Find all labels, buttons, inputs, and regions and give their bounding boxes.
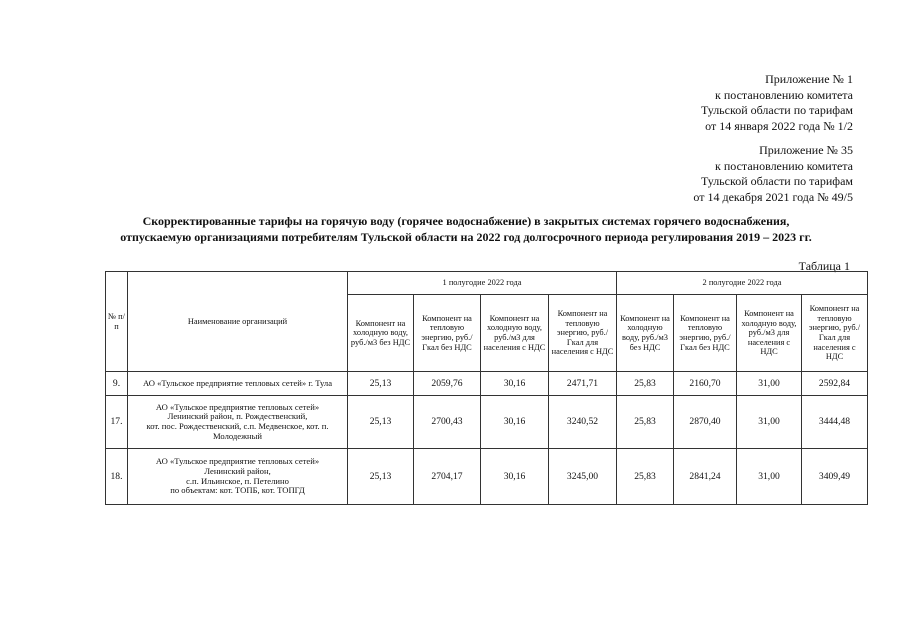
organization-line: кот. пос. Рождественский, с.п. Медвенское, кот. п.: [146, 421, 329, 431]
cell-value: 2870,40: [674, 396, 737, 449]
appendix-2-line: Тульской области по тарифам: [700, 174, 853, 188]
table-caption: Таблица 1: [798, 259, 850, 273]
appendix-1-line: к постановлению комитета: [715, 87, 853, 102]
header-number: № п/п: [106, 272, 128, 372]
organization-line: по объектам: кот. ТОПБ, кот. ТОПГД: [170, 485, 305, 496]
appendix-2-line: к постановлению комитета: [715, 158, 853, 173]
cell-value: 3240,52: [549, 396, 617, 449]
header-h1-cold-water-population: Компонент на холодную воду, руб./м3 для населения с НДС: [481, 295, 549, 372]
header-h2-cold-water: Компонент на холодную воду, руб./м3 без НДС: [617, 295, 674, 372]
document-title-line: Скорректированные тарифы на горячую воду (горячее водоснабжение) в закрытых системах горячего водоснабжения,: [142, 214, 790, 228]
cell-value: 30,16: [481, 449, 549, 505]
header-organization: Наименование организаций: [128, 272, 348, 372]
cell-value: 25,13: [348, 396, 414, 449]
cell-value: 2059,76: [414, 372, 481, 396]
cell-value: 25,13: [348, 449, 414, 505]
cell-value: 25,83: [617, 449, 674, 505]
row-number: 9.: [106, 372, 128, 396]
appendix-1-block: [701, 72, 853, 134]
header-h1-cold-water: Компонент на холодную воду, руб./м3 без НДС: [348, 295, 414, 372]
organization-line: Ленинский район, п. Рождественский,: [167, 411, 308, 422]
cell-value: 30,16: [481, 396, 549, 449]
cell-value: 2841,24: [674, 449, 737, 505]
organization-line: АО «Тульское предприятие тепловых сетей»: [155, 456, 320, 467]
cell-value: 25,83: [617, 372, 674, 396]
document-title-line: отпускаемую организациями потребителям Тульской области на 2022 год долгосрочного периода регулирования 2019 – 2023 гг.: [120, 229, 812, 244]
table-row: [106, 449, 868, 505]
appendix-2-line: Приложение № 35: [759, 143, 853, 157]
row-organization: [128, 372, 348, 396]
appendix-1-line: Приложение № 1: [765, 72, 853, 86]
table-row: [106, 396, 868, 449]
header-period-2: 2 полугодие 2022 года: [617, 272, 868, 295]
cell-value: 31,00: [737, 396, 802, 449]
organization-line: АО «Тульское предприятие тепловых сетей» г. Тула: [142, 377, 333, 388]
row-organization: [128, 396, 348, 449]
cell-value: 2471,71: [549, 372, 617, 396]
cell-value: 31,00: [737, 372, 802, 396]
document-title: [60, 214, 872, 245]
cell-value: 2704,17: [414, 449, 481, 505]
row-organization: [128, 449, 348, 505]
cell-value: 3444,48: [802, 396, 868, 449]
cell-value: 31,00: [737, 449, 802, 505]
header-h2-heat-energy: Компонент на тепловую энергию, руб./Гкал без НДС: [674, 295, 737, 372]
organization-line: Молодежный: [212, 430, 263, 441]
appendix-1-line: от 14 января 2022 года № 1/2: [705, 118, 853, 133]
cell-value: 25,13: [348, 372, 414, 396]
header-h1-heat-energy: Компонент на тепловую энергию, руб./Гкал без НДС: [414, 295, 481, 372]
organization-line: АО «Тульское предприятие тепловых сетей»: [155, 401, 320, 412]
cell-value: 30,16: [481, 372, 549, 396]
cell-value: 3409,49: [802, 449, 868, 505]
cell-value: 2160,70: [674, 372, 737, 396]
cell-value: 2700,43: [414, 396, 481, 449]
header-h2-heat-energy-population: Компонент на тепловую энергию, руб./Гкал для населения с НДС: [802, 295, 868, 372]
appendix-2-line: от 14 декабря 2021 года № 49/5: [693, 189, 853, 204]
organization-line: с.п. Ильинское, п. Петелино: [186, 475, 289, 486]
tariffs-table: [105, 271, 868, 505]
appendix-1-line: Тульской области по тарифам: [700, 103, 853, 117]
header-h2-cold-water-population: Компонент на холодную воду, руб./м3 для населения с НДС: [737, 295, 802, 372]
cell-value: 3245,00: [549, 449, 617, 505]
appendix-2-block: [693, 143, 853, 205]
row-number: 17.: [106, 396, 128, 449]
table-row: [106, 372, 868, 396]
header-h1-heat-energy-population: Компонент на тепловую энергию, руб./Гкал для населения с НДС: [549, 295, 617, 372]
cell-value: 2592,84: [802, 372, 868, 396]
row-number: 18.: [106, 449, 128, 505]
header-period-1: 1 полугодие 2022 года: [348, 272, 617, 295]
cell-value: 25,83: [617, 396, 674, 449]
organization-line: Ленинский район,: [204, 465, 271, 476]
